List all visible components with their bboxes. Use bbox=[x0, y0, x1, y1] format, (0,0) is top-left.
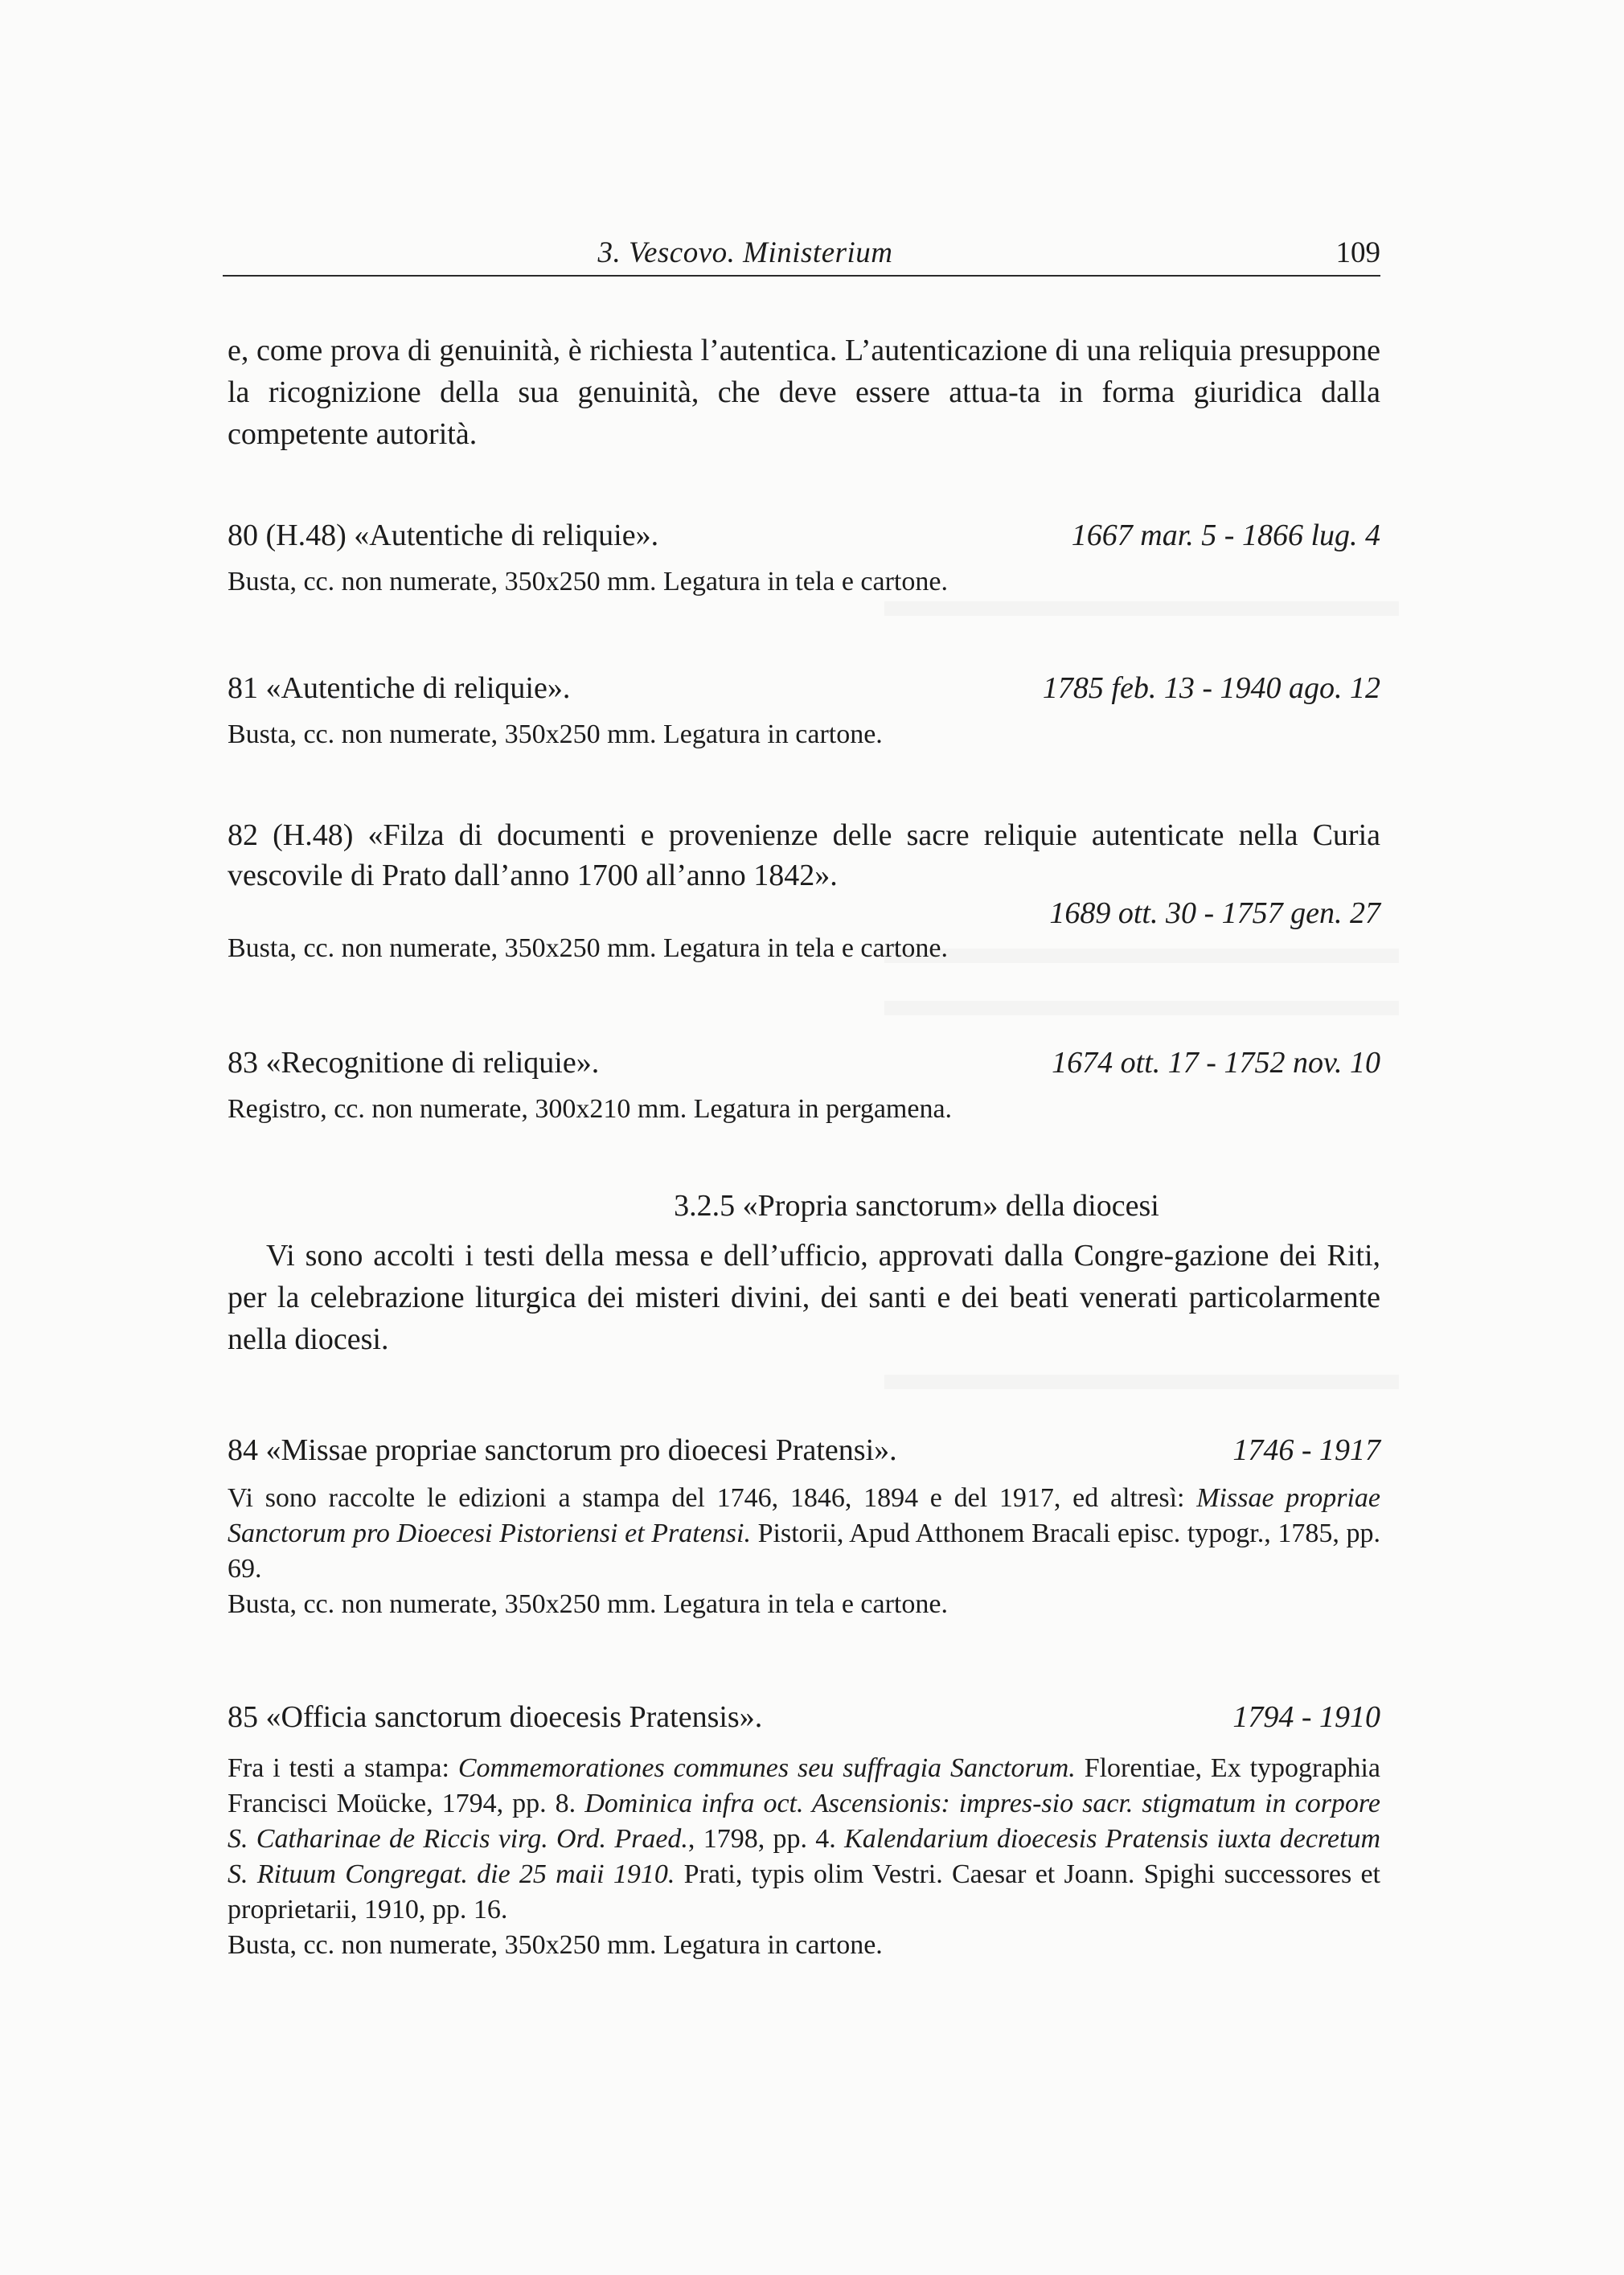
entry-80 bbox=[228, 514, 1380, 600]
entry-description: Busta, cc. non numerate, 350x250 mm. Legatura in cartone. bbox=[228, 1930, 883, 1960]
note-italic-title: Kalendarium dioecesis Pratensis iuxta decretum S. Rituum Congregat. die 25 maii 1910. bbox=[228, 1824, 1381, 1889]
note-italic-title: Commemorationes communes seu suffragia Sanctorum. bbox=[457, 1753, 1076, 1783]
entry-head bbox=[228, 1429, 1380, 1471]
entry-note bbox=[228, 1481, 1380, 1587]
entry-title: 81 «Autentiche di reliquie». bbox=[228, 671, 571, 705]
entry-description: Busta, cc. non numerate, 350x250 mm. Legatura in tela e cartone. bbox=[228, 1589, 948, 1619]
running-header bbox=[223, 227, 1380, 277]
entry-85 bbox=[228, 1696, 1380, 1963]
note-italic-title: Dominica infra oct. Ascensionis: impres-sio sacr. stigmatum in corpore S. Catharinae de Riccis virg. Ord. Praed. bbox=[228, 1789, 1380, 1854]
entry-description: Busta, cc. non numerate, 350x250 mm. Legatura in tela e cartone. bbox=[228, 933, 948, 963]
entry-description: Registro, cc. non numerate, 300x210 mm. Legatura in pergamena. bbox=[228, 1094, 953, 1124]
entry-title: 85 «Officia sanctorum dioecesis Pratensis». bbox=[228, 1700, 763, 1734]
entry-title: 80 (H.48) «Autentiche di reliquie». bbox=[228, 519, 659, 552]
entry-head bbox=[228, 1042, 1380, 1084]
entry-dates: 1689 ott. 30 - 1757 gen. 27 bbox=[1049, 896, 1380, 930]
entry-head bbox=[228, 1696, 1380, 1738]
entry-dates: 1667 mar. 5 - 1866 lug. 4 bbox=[1071, 519, 1380, 552]
entry-note bbox=[228, 1751, 1380, 1928]
entry-83 bbox=[228, 1042, 1380, 1127]
running-title: 3. Vescovo. Ministerium bbox=[597, 236, 893, 269]
entry-description: Busta, cc. non numerate, 350x250 mm. Legatura in cartone. bbox=[228, 719, 883, 749]
note-text: Prati, typis olim Vestri. Caesar et Joann. Spighi successores et proprietarii, 1910, pp. 16. bbox=[228, 1859, 1381, 1925]
bleed-through bbox=[884, 601, 1399, 616]
intro-paragraph: e, come prova di genuinità, è richiesta l’autentica. L’autenticazione di una reliquia presuppone la ricognizione della sua genuinità, che deve essere attua-ta in forma giuridica dalla competente autorità. bbox=[228, 334, 1380, 451]
entry-description: Busta, cc. non numerate, 350x250 mm. Legatura in tela e cartone. bbox=[228, 567, 948, 596]
note-italic-title: Missae propriae Sanctorum pro Dioecesi Pistoriensi et Pratensi. bbox=[228, 1483, 1381, 1548]
entry-dates: 1785 feb. 13 - 1940 ago. 12 bbox=[1042, 671, 1380, 705]
section-paragraph: Vi sono accolti i testi della messa e dell’ufficio, approvati dalla Congre-gazione dei Riti, per la celebrazione liturgica dei misteri divini, dei santi e dei beati venerati particolarmente nella diocesi. bbox=[228, 1239, 1380, 1356]
page-number: 109 bbox=[1335, 236, 1380, 269]
entry-head bbox=[228, 514, 1380, 556]
entry-title: 82 (H.48) «Filza di documenti e provenienze delle sacre reliquie autenticate nella Curia vescovile di Prato dall’anno 1700 all’anno 1842». bbox=[228, 818, 1380, 892]
bleed-through bbox=[884, 1001, 1399, 1015]
entry-82 bbox=[228, 815, 1380, 966]
note-text: Pistorii, Apud Atthonem Bracali episc. typogr., 1785, pp. 69. bbox=[228, 1519, 1381, 1584]
entry-dates: 1746 - 1917 bbox=[1232, 1433, 1380, 1467]
entry-84 bbox=[228, 1429, 1380, 1622]
note-text: Vi sono raccolte le edizioni a stampa del 1746, 1846, 1894 e del 1917, ed altresì: bbox=[228, 1483, 1185, 1513]
entry-81 bbox=[228, 667, 1380, 752]
note-text: Florentiae, Ex typographia Francisci Moücke, 1794, pp. 8. bbox=[228, 1753, 1381, 1818]
section-heading: 3.2.5 «Propria sanctorum» della diocesi bbox=[674, 1189, 1159, 1223]
entry-dates: 1794 - 1910 bbox=[1232, 1700, 1380, 1734]
entry-title: 83 «Recognitione di reliquie». bbox=[228, 1046, 600, 1080]
note-text: , 1798, pp. 4. bbox=[687, 1824, 836, 1854]
entry-head bbox=[228, 667, 1380, 709]
note-text: Fra i testi a stampa: bbox=[228, 1753, 449, 1783]
entry-title: 84 «Missae propriae sanctorum pro dioecesi Pratensi». bbox=[228, 1433, 897, 1467]
entry-dates: 1674 ott. 17 - 1752 nov. 10 bbox=[1052, 1046, 1380, 1080]
bleed-through bbox=[884, 1375, 1399, 1389]
